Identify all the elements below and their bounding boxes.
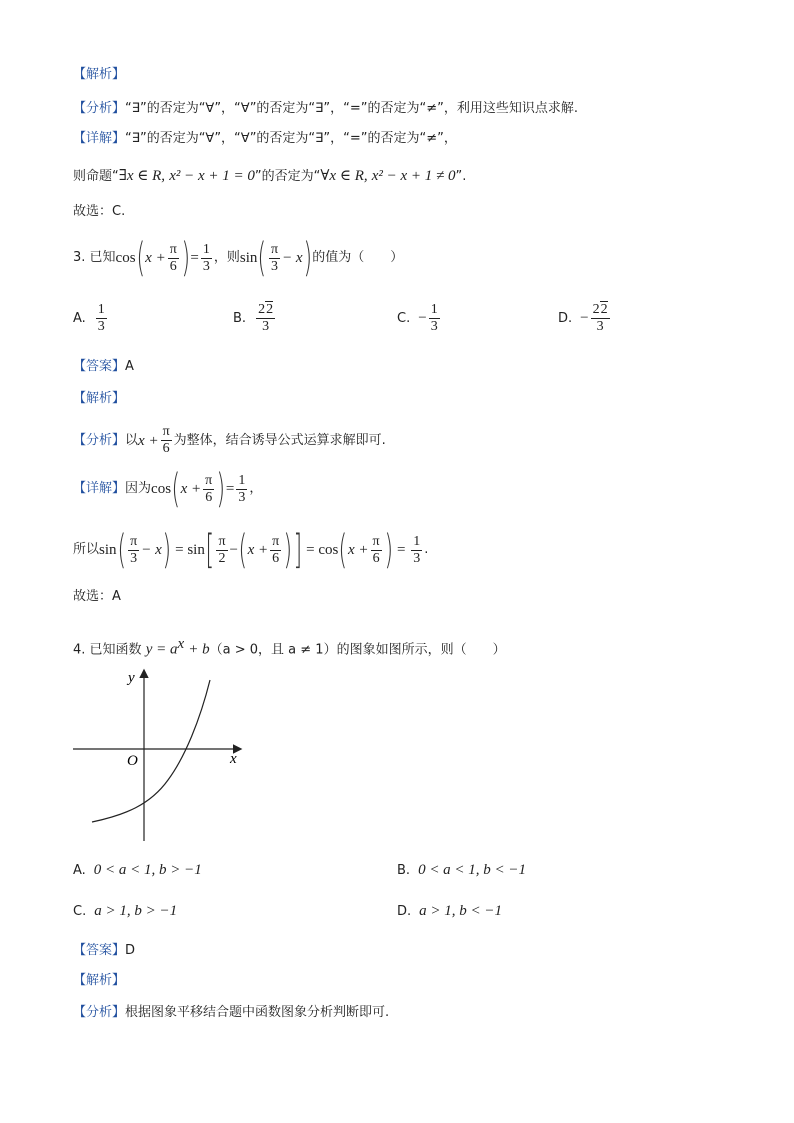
option-value: 0 < a < 1, b > −1 — [93, 862, 202, 878]
q4-option-d[interactable] — [397, 903, 502, 920]
answer-tag: 【答案】 — [73, 943, 126, 958]
q4-stem-prefix: 4. 已知函数 — [73, 642, 142, 658]
frac-num: π — [272, 533, 280, 549]
x-label: x — [230, 751, 237, 767]
q3-option-a[interactable] — [73, 302, 109, 335]
bracket-right: ] — [293, 527, 302, 573]
fraction-pi-over-6 — [203, 473, 214, 506]
fraction-pi-over-6 — [270, 534, 281, 567]
q4-analysis — [73, 1004, 389, 1022]
q4-func: y = a — [145, 641, 178, 658]
paren-left: ( — [338, 527, 348, 573]
frac-num: 1 — [238, 472, 246, 488]
y-label: y — [128, 670, 135, 686]
fraction-1-over-3 — [201, 242, 212, 275]
q3-derivation: 所以 sin ( $\frac{\pi}{3}$ − x ) = sin [ $\frac{\pi}{2}$ − ( x + $\frac{\pi}{6}$ ) ] = cos ( x + $\frac{\pi}{6}$ ) = $\frac{1}{3}$ . — [73, 527, 429, 573]
frac-den: 6 — [372, 550, 380, 566]
fraction-pi-over-3 — [128, 534, 139, 567]
option-label: B. — [233, 311, 247, 326]
paren-left: ( — [257, 235, 267, 281]
option-value: a > 1, b < −1 — [419, 903, 503, 919]
frac-num: π — [205, 472, 213, 488]
detail-text: “∃”的否定为“∀”，“∀”的否定为“∃”，“=”的否定为“≠”， — [125, 131, 457, 146]
option-label: D. — [397, 904, 412, 919]
option-label: C. — [397, 311, 411, 326]
frac-den: 6 — [205, 489, 213, 505]
option-d-value: $\frac{22}{3}$ — [592, 302, 608, 334]
q3-sin: sin — [239, 250, 258, 266]
frac-den: 3 — [413, 550, 421, 566]
q3-choose: 故选：A — [73, 589, 121, 604]
answer-value: D — [125, 943, 136, 958]
x-plus: x + — [348, 542, 369, 558]
q3-cos: cos — [115, 250, 136, 266]
q3-answer — [73, 358, 134, 376]
frac-num: 1 — [413, 533, 421, 549]
equation-1: x² − x + 1 = 0 — [169, 168, 255, 184]
q4-option-a[interactable] — [73, 862, 202, 879]
frac-den: 6 — [272, 550, 280, 566]
frac-den: 3 — [238, 489, 246, 505]
paren-right: ) — [162, 527, 171, 573]
analysis-post: 为整体，结合诱导公式运算求解即可. — [173, 432, 386, 448]
minus-x: − x — [141, 542, 162, 558]
equals: = — [225, 481, 235, 497]
paren-right: ) — [181, 235, 190, 281]
frac-num: π — [169, 241, 177, 257]
curve — [92, 680, 210, 822]
q3-analysis — [73, 424, 386, 457]
frac-den: 3 — [202, 258, 210, 274]
paren-right: ) — [216, 466, 226, 512]
paren-right: ) — [384, 527, 393, 573]
fraction-pi-over-6 — [161, 424, 172, 457]
origin-label: O — [127, 753, 138, 769]
q4-jiexi: 【解析】 — [73, 973, 126, 988]
q3-x-plus: x + — [145, 250, 166, 266]
option-value: a > 1, b > −1 — [94, 903, 178, 919]
frac-num: π — [130, 533, 138, 549]
fraction-pi-over-6 — [168, 242, 179, 275]
detail-line — [73, 130, 457, 148]
answer-choose-2: 故选：C. — [73, 204, 126, 219]
function-graph — [70, 665, 250, 845]
exists-expr: ∃x ∈ R, — [118, 168, 166, 184]
option-label: A. — [73, 863, 86, 878]
q3-stem-tail: 的值为（ ） — [312, 250, 404, 265]
q4-condition: （a > 0，且 a ≠ 1）的图象如图所示，则（ ） — [209, 642, 506, 658]
paren-left: ( — [136, 235, 145, 281]
paren-left: ( — [117, 527, 126, 573]
option-a-value: $\frac{1}{3}$ — [97, 302, 105, 334]
q3-option-d[interactable]: D. − $\frac{22}{3}$ — [558, 302, 608, 334]
equals: = — [190, 250, 199, 266]
x-plus: x + — [138, 432, 159, 449]
q3-detail: 【详解】 因为 cos ( x + $\frac{\pi}{6}$ ) = $\frac{1}{3}$ ， — [73, 466, 263, 512]
option-label: C. — [73, 904, 87, 919]
detail-pre: 因为 — [125, 481, 152, 496]
frac-den: 6 — [169, 258, 177, 274]
frac-num: π — [372, 533, 380, 549]
frac-den: 2 — [218, 550, 226, 566]
frac-den: 3 — [271, 258, 279, 274]
answer-value: A — [125, 359, 134, 374]
question-3 — [73, 235, 404, 281]
q4-exponent: x — [177, 636, 185, 652]
q3-jiexi: 【解析】 — [73, 391, 126, 406]
detail-tag: 【详解】 — [73, 481, 126, 496]
conclusion-prefix: 则命题“ — [73, 169, 119, 184]
conclusion-mid: ”的否定为“ — [254, 169, 321, 184]
answer-tag: 【答案】 — [73, 359, 126, 374]
q3-minus-x: − x — [282, 250, 303, 266]
frac-num: π — [218, 533, 226, 549]
forall-expr: ∀x ∈ R, — [320, 168, 368, 184]
paren-right: ) — [283, 527, 293, 573]
x-plus: x + — [247, 542, 269, 558]
question-4 — [73, 635, 506, 659]
bracket-left: [ — [205, 527, 214, 573]
q4-answer — [73, 942, 135, 960]
analysis-pre: 以 — [125, 432, 139, 448]
cos: cos — [151, 481, 172, 497]
frac-num: π — [162, 424, 170, 439]
equation-2: x² − x + 1 ≠ 0 — [371, 168, 456, 184]
conclusion-line — [73, 167, 466, 186]
q3-stem-prefix: 3. 已知 — [73, 250, 116, 265]
q3-option-b[interactable] — [233, 302, 277, 335]
fraction-1-over-3 — [236, 473, 247, 506]
fraction-pi-over-3 — [269, 242, 280, 275]
analysis-tag: 【分析】 — [73, 101, 126, 116]
analysis-text: “∃”的否定为“∀”，“∀”的否定为“∃”，“=”的否定为“≠”，利用这些知识点求解. — [125, 101, 578, 116]
frac-num: 1 — [202, 241, 210, 257]
option-label: D. — [558, 311, 573, 326]
paren-right: ) — [303, 235, 312, 281]
analysis-tag: 【分析】 — [73, 432, 126, 448]
option-c-value: $\frac{1}{3}$ — [430, 302, 438, 334]
q4-option-b[interactable] — [397, 862, 526, 879]
q4-option-c[interactable] — [73, 903, 177, 920]
paren-left: ( — [171, 466, 181, 512]
jiexi-heading: 【解析】 — [73, 67, 126, 82]
option-label: B. — [397, 863, 411, 878]
q4-plus-b: + b — [188, 641, 210, 658]
q3-option-c[interactable]: C. − $\frac{1}{3}$ — [397, 302, 438, 334]
option-value: 0 < a < 1, b < −1 — [418, 862, 527, 878]
so-text: 所以 — [73, 542, 100, 557]
detail-tag: 【详解】 — [73, 131, 126, 146]
analysis-tag: 【分析】 — [73, 1005, 126, 1020]
fraction-pi-over-2 — [216, 534, 227, 567]
option-b-value: $\frac{22}{3}$ — [258, 302, 274, 334]
analysis-text: 根据图象平移结合题中函数图象分析判断即可. — [125, 1005, 390, 1020]
fraction-1-over-3 — [411, 534, 422, 567]
frac-num: π — [270, 241, 279, 257]
q3-then: ，则 — [213, 250, 240, 265]
conclusion-suffix: ”. — [455, 169, 467, 184]
x-plus: x + — [180, 481, 202, 497]
frac-den: 6 — [162, 441, 170, 456]
frac-den: 3 — [130, 550, 138, 566]
analysis-line — [73, 100, 578, 118]
paren-left: ( — [238, 527, 248, 573]
option-label: A. — [73, 311, 86, 326]
fraction-pi-over-6 — [371, 534, 382, 567]
